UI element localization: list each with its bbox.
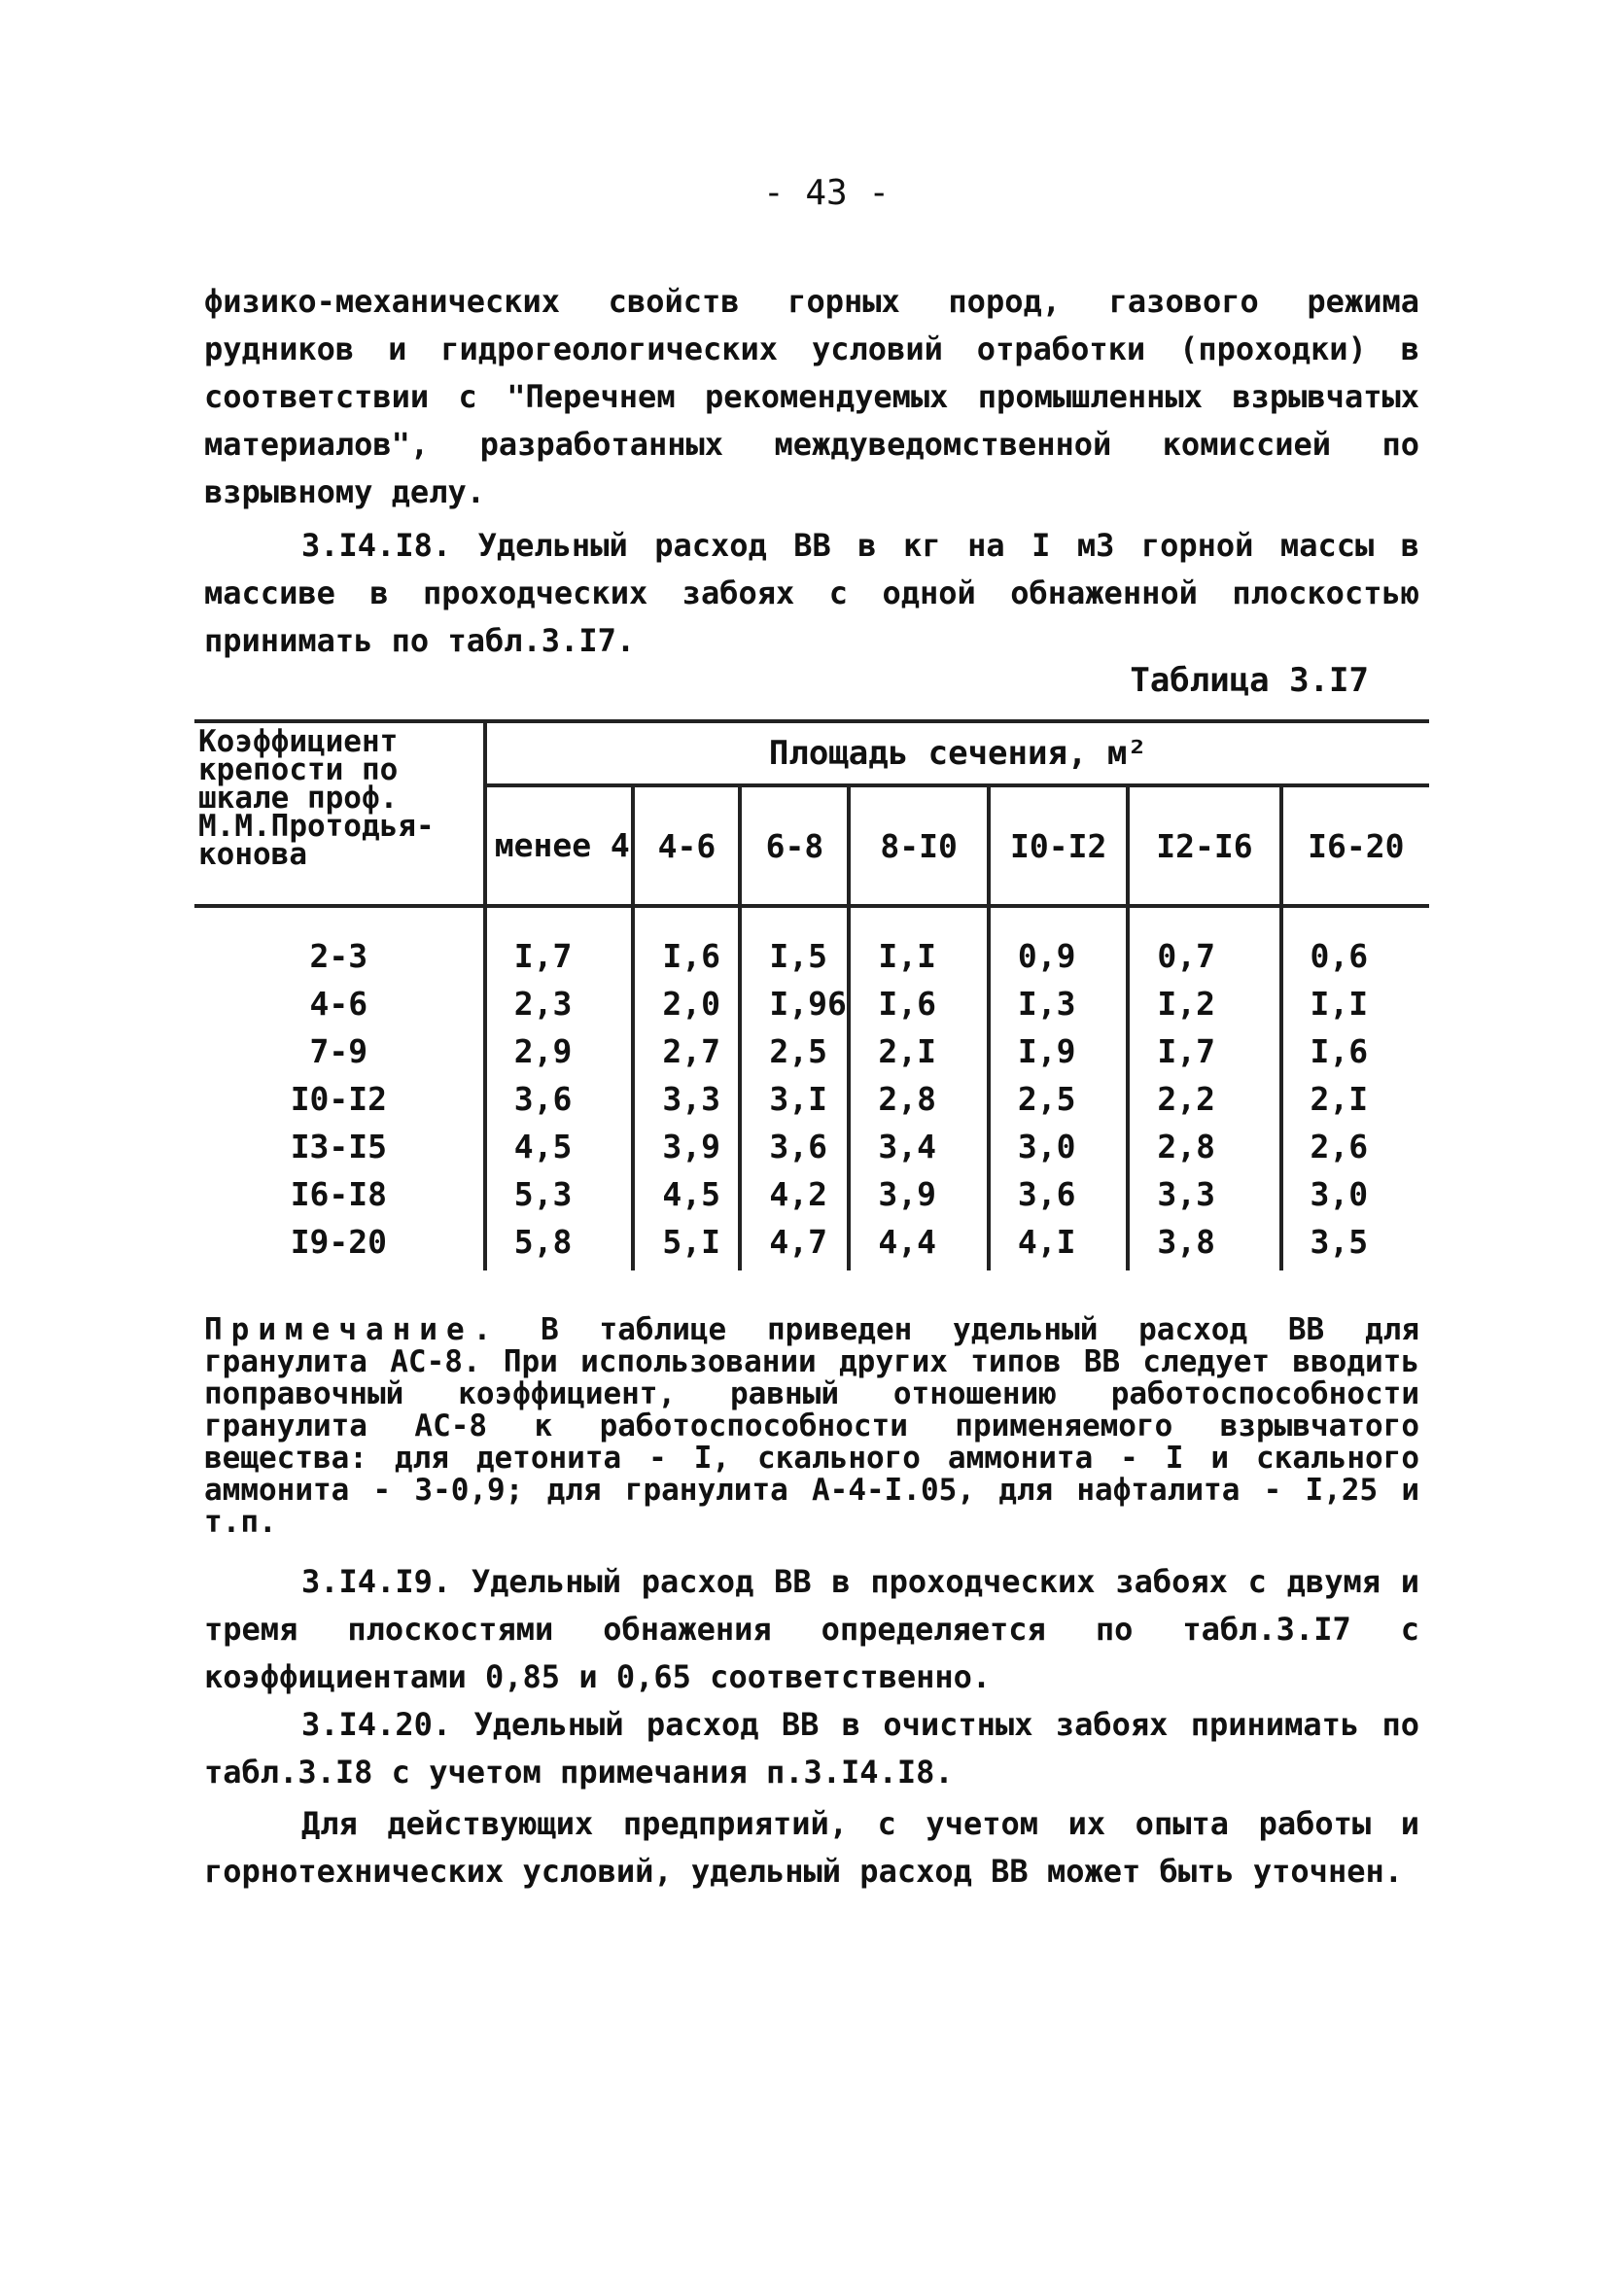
- table-row: [194, 1223, 1429, 1270]
- table-caption: Таблица 3.I7: [1130, 661, 1369, 700]
- row-label: I9-20: [194, 1223, 485, 1270]
- paragraph-final: [204, 1800, 1419, 1896]
- table-cell: I,96: [740, 985, 849, 1032]
- table-cell: 3,4: [849, 1128, 989, 1175]
- table-cell: 4,4: [849, 1223, 989, 1270]
- table-cell: 3,9: [849, 1175, 989, 1223]
- paragraph-3-14-19: [204, 1558, 1419, 1701]
- table-cell: 2,9: [485, 1032, 634, 1080]
- table-cell: 2,7: [633, 1032, 740, 1080]
- table-row: [194, 1128, 1429, 1175]
- table-note: [204, 1314, 1419, 1539]
- table-cell: 2,3: [485, 985, 634, 1032]
- table-cell: I,9: [989, 1032, 1129, 1080]
- table-cell: I,3: [989, 985, 1129, 1032]
- table-cell: 2,8: [849, 1080, 989, 1128]
- note-label: Примечание.: [204, 1312, 501, 1347]
- column-header-1: 4-6: [633, 785, 740, 906]
- table-row: [194, 985, 1429, 1032]
- table-cell: I,7: [485, 937, 634, 985]
- table-cell: I,5: [740, 937, 849, 985]
- table-cell: 0,7: [1128, 937, 1280, 985]
- paragraph-3-14-20: [204, 1701, 1419, 1796]
- table-cell: I,I: [1310, 985, 1369, 1023]
- header-strength-coefficient: Коэффициент крепости по шкале проф. М.М.Протодья- конова: [194, 721, 485, 906]
- table-cell: 4,5: [485, 1128, 634, 1175]
- paragraph-3-14-20-text: 3.I4.20. Удельный расход ВВ в очистных забоях принимать по табл.3.I8 с учетом примечания п.3.I4.I8.: [204, 1706, 1419, 1791]
- column-header-5: I2-I6: [1128, 785, 1280, 906]
- table-cell: 4,I: [989, 1223, 1129, 1270]
- table-cell: I,6: [1310, 1032, 1369, 1070]
- table-cell: 2,8: [1128, 1128, 1280, 1175]
- table-spacer: [194, 906, 1429, 937]
- table-cell: 2,5: [989, 1080, 1129, 1128]
- paragraph-intro: [204, 278, 1419, 516]
- table-cell: 5,8: [485, 1223, 634, 1270]
- table-cell: 3,6: [740, 1128, 849, 1175]
- table-cell: 2,6: [1310, 1128, 1369, 1165]
- table-cell: 3,5: [1310, 1223, 1369, 1261]
- table-cell: I,I: [849, 937, 989, 985]
- table-cell: 2,0: [633, 985, 740, 1032]
- table-cell: I,6: [633, 937, 740, 985]
- table-row: [194, 1032, 1429, 1080]
- paragraph-3-14-19-text: 3.I4.I9. Удельный расход ВВ в проходческих забоях с двумя и тремя плоскостями обнажения определяется по табл.3.I7 с коэффициентами 0,85 и 0,65 соответственно.: [204, 1563, 1419, 1695]
- table-cell: 2,I: [1310, 1080, 1369, 1118]
- table-cell: 5,3: [485, 1175, 634, 1223]
- table-cell: I,6: [849, 985, 989, 1032]
- note-text: В таблице приведен удельный расход ВВ для гранулита АС-8. При использовании других типов ВВ следует вводить поправочный коэффициент, равный отношению работоспособности гранулита АС-8 к работоспособности применяемого взрывчатого вещества: для детонита - I, скального аммонита - I и скального аммонита - 3-0,9; для гранулита А-4-I.05, для нафталита - I,25 и т.п.: [204, 1312, 1419, 1540]
- header-cross-section-area: Площадь сечения, м²: [485, 721, 1429, 785]
- column-header-4: I0-I2: [989, 785, 1129, 906]
- table-cell: 0,6: [1310, 937, 1369, 975]
- table-row: [194, 937, 1429, 985]
- column-header-3: 8-I0: [849, 785, 989, 906]
- table-cell: I,7: [1128, 1032, 1280, 1080]
- table-cell: 2,5: [740, 1032, 849, 1080]
- table-cell: 3,0: [989, 1128, 1129, 1175]
- table-cell: 3,I: [740, 1080, 849, 1128]
- table-cell: 2,I: [849, 1032, 989, 1080]
- table-cell: 5,I: [633, 1223, 740, 1270]
- table-row: [194, 1080, 1429, 1128]
- table-cell: I,2: [1128, 985, 1280, 1032]
- row-label: I0-I2: [194, 1080, 485, 1128]
- table-header-row: [194, 721, 1429, 785]
- paragraph-final-text: Для действующих предприятий, с учетом их опыта работы и горнотехнических условий, удельный расход ВВ может быть уточнен.: [204, 1805, 1419, 1890]
- table-cell: 3,0: [1310, 1175, 1369, 1213]
- table-row: [194, 1175, 1429, 1223]
- table-cell: 3,6: [485, 1080, 634, 1128]
- paragraph-3-14-18-text: 3.I4.I8. Удельный расход ВВ в кг на I м3 горной массы в массиве в проходческих забоях с одной обнаженной плоскостью принимать по табл.3.I7.: [204, 527, 1419, 659]
- paragraph-intro-text: физико-механических свойств горных пород, газового режима рудников и гидрогеологических условий отработки (проходки) в соответствии с "Перечнем рекомендуемых промышленных взрывчатых материалов", разработанных междуведомственной комиссией по взрывному делу.: [204, 283, 1419, 510]
- table-cell: 3,8: [1128, 1223, 1280, 1270]
- table-cell: 2,2: [1128, 1080, 1280, 1128]
- column-header-6: I6-20: [1281, 785, 1429, 906]
- column-header-2: 6-8: [740, 785, 849, 906]
- table-cell: 3,6: [989, 1175, 1129, 1223]
- table-cell: 4,7: [740, 1223, 849, 1270]
- table-cell: 3,3: [1128, 1175, 1280, 1223]
- row-label: 7-9: [194, 1032, 485, 1080]
- table-cell: 3,3: [633, 1080, 740, 1128]
- paragraph-3-14-18: [204, 522, 1419, 665]
- row-label: 4-6: [194, 985, 485, 1032]
- row-label: I6-I8: [194, 1175, 485, 1223]
- row-label: 2-3: [194, 937, 485, 985]
- table-cell: 0,9: [989, 937, 1129, 985]
- data-table: [194, 719, 1429, 1270]
- table-cell: 3,9: [633, 1128, 740, 1175]
- row-label: I3-I5: [194, 1128, 485, 1175]
- column-header-0: менее 4: [485, 785, 634, 906]
- table-cell: 4,2: [740, 1175, 849, 1223]
- table-cell: 4,5: [633, 1175, 740, 1223]
- page-number: - 43 -: [762, 173, 891, 213]
